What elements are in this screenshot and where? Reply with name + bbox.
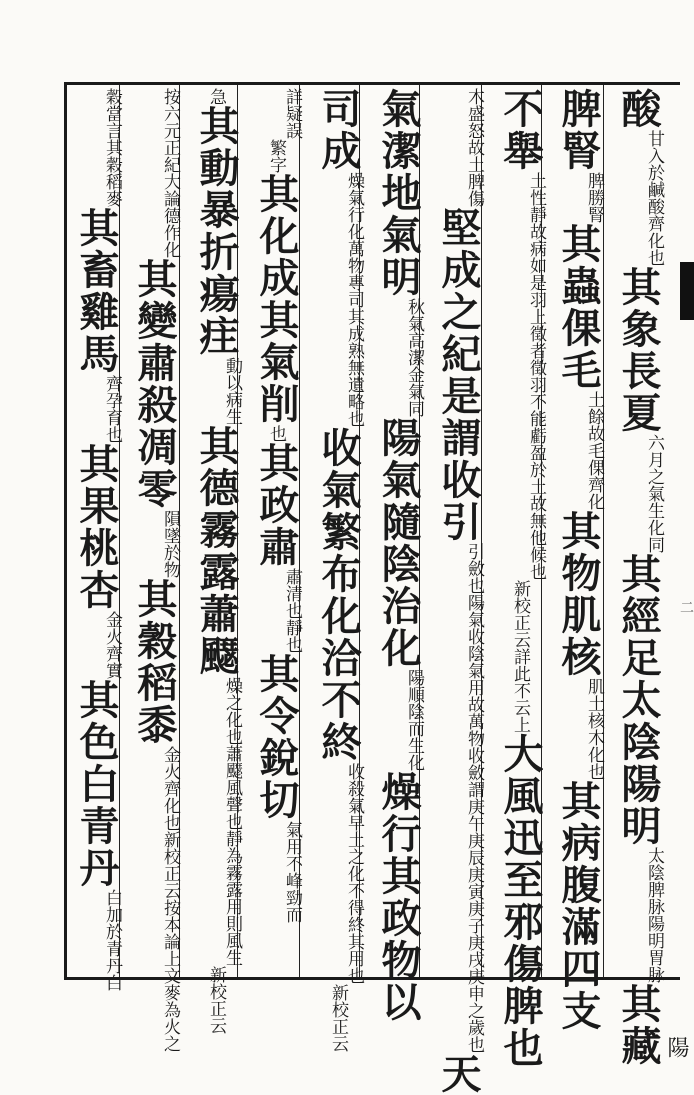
annotation-text: 病生 [222, 391, 242, 425]
annotation-text: 酸齊化也 [644, 198, 664, 266]
main-text: 其病腹滿四支 [555, 780, 602, 1032]
annotation-text: 生化同 [644, 502, 664, 553]
page-edge-mark [680, 262, 694, 320]
annotation-text: 新校正云 [206, 966, 226, 1034]
annotation-text: 燥氣行化萬物專司 [344, 172, 364, 308]
annotation-pair [282, 568, 302, 653]
main-text: 其化成其氣削 [253, 173, 300, 425]
main-text: 其政肅 [253, 442, 300, 568]
annotation-text: 按六元正紀 [160, 88, 180, 173]
main-text: 其變肅殺凋零 [131, 258, 178, 510]
annotation-pair [584, 172, 604, 223]
annotation-text: 隕墜 [160, 510, 180, 544]
annotation-text: 土性靜故病如是 [526, 172, 546, 291]
annotation-text: 終其用也 [344, 916, 364, 984]
main-text: 其果桃杏 [73, 443, 120, 611]
main-text: 其色白青丹 [73, 679, 120, 889]
annotation-pair [102, 889, 122, 991]
annotation-text: 太陰脾脉 [644, 847, 664, 915]
annotation-text: 齊孕 [102, 375, 122, 409]
text-column [70, 88, 122, 991]
annotation-pair [526, 172, 546, 580]
annotation-text: 詳 [282, 88, 302, 105]
main-text: 其蟲倮毛 [555, 223, 602, 391]
annotation-text: 按本論上文麥為火之 [160, 899, 180, 1052]
annotation-text: 金火齊化也新校正云 [160, 746, 180, 899]
annotation-pair [464, 543, 484, 1053]
annotation-pair [102, 611, 122, 679]
annotation-text: 霧露用則風生 [222, 864, 242, 966]
annotation-text: 腎 [584, 206, 604, 223]
main-text: 其藏 [615, 983, 662, 1067]
page-edge-character: 陽 [664, 1036, 689, 1058]
main-text: 其穀稻黍 [131, 578, 178, 746]
main-text: 天 [435, 1053, 482, 1095]
annotation-pair [584, 391, 604, 510]
annotation-text: 於物 [160, 544, 180, 578]
main-text: 其經足太陰陽明 [615, 553, 662, 847]
main-text: 其畜雞馬 [73, 207, 120, 375]
annotation-text: 靜也 [282, 619, 302, 653]
annotation-text: 羽上徵者徵羽不能虧盈於土故無他候也 [526, 291, 546, 580]
annotation-text: 而生化 [404, 720, 424, 771]
annotation-pair [102, 88, 122, 207]
annotation-pair [222, 677, 242, 966]
annotation-pair [222, 357, 242, 425]
main-text: 其象長夏 [615, 266, 662, 434]
main-text: 陽氣隨陰治化 [375, 417, 422, 669]
annotation-pair [584, 678, 604, 780]
text-column [250, 88, 302, 968]
annotation-text: 也 [266, 425, 286, 442]
main-text: 其動暴折瘍疰 [193, 105, 240, 357]
annotation-text: 新校正云詳此不云上 [510, 580, 530, 733]
annotation-text: 肅清也 [282, 568, 302, 619]
annotation-text: 白加於 [102, 889, 122, 940]
annotation-text: 倮齊化 [584, 459, 604, 510]
annotation-pair [404, 669, 424, 771]
annotation-text: 穀稻麥 [102, 156, 122, 207]
main-text: 其令銳切 [253, 653, 300, 821]
annotation-text: 六月之氣 [644, 434, 664, 502]
annotation-pair [282, 821, 302, 923]
annotation-text: 育也 [102, 409, 122, 443]
annotation-pair [160, 746, 180, 1052]
main-text: 酸 [615, 88, 662, 130]
annotation-text: 燥之化也蕭飋風聲也靜為 [222, 677, 242, 864]
annotation-text: 甘入於鹹 [644, 130, 664, 198]
annotation-text: 穀當言其 [102, 88, 122, 156]
annotation-text: 峰勁而 [282, 872, 302, 923]
annotation-text: 動以 [222, 357, 242, 391]
annotation-pair [102, 375, 122, 443]
annotation-text: 新校正云 [328, 984, 348, 1052]
annotation-text: 急 [206, 88, 226, 105]
annotation-text: 庚午庚辰庚寅庚子庚戌庚申之歲也 [464, 798, 484, 1053]
annotation-pair [282, 88, 302, 139]
main-text: 氣潔地氣明 [375, 88, 422, 298]
text-column [312, 88, 364, 1052]
annotation-text: 金氣同 [404, 366, 424, 417]
annotation-text: 齊實 [102, 645, 122, 679]
annotation-text: 木化也 [584, 729, 604, 780]
annotation-text: 引斂也陽氣收陰氣用故萬物收斂謂 [464, 543, 484, 798]
annotation-pair [644, 434, 664, 553]
main-text: 其德霧露蕭飋 [193, 425, 240, 677]
annotation-text: 收殺氣早土之化不得 [344, 763, 364, 916]
text-column [494, 88, 546, 1069]
annotation-text: 繁字 [266, 139, 286, 173]
main-text: 大風迅至邪傷脾也 [497, 733, 544, 1069]
annotation-text: 大論德作化 [160, 173, 180, 258]
text-column [190, 88, 242, 1034]
annotation-text: 秋氣高潔 [404, 298, 424, 366]
main-text: 其物肌核 [555, 510, 602, 678]
annotation-text: 疑誤 [282, 105, 302, 139]
annotation-text: 陽順陰 [404, 669, 424, 720]
main-text: 收氣繁布化洽不終 [315, 427, 362, 763]
annotation-text: 土脾傷 [464, 156, 484, 207]
main-text: 不舉 [497, 88, 544, 172]
annotation-pair [344, 172, 364, 427]
main-text: 司成 [315, 88, 362, 172]
annotation-pair [644, 847, 664, 983]
annotation-text: 金火 [102, 611, 122, 645]
text-column [128, 88, 180, 1052]
margin-pencil-mark: 二 [678, 600, 694, 614]
main-text: 堅成之紀是謂收引 [435, 207, 482, 543]
text-column [612, 88, 664, 1067]
annotation-text: 氣用不 [282, 821, 302, 872]
text-column [552, 88, 604, 1032]
annotation-text: 青丹白 [102, 940, 122, 991]
annotation-text: 肌土核 [584, 678, 604, 729]
text-column [432, 88, 484, 1095]
annotation-text: 木盛怒故 [464, 88, 484, 156]
annotation-pair [160, 88, 180, 258]
annotation-text: 陽明胃脉 [644, 915, 664, 983]
annotation-pair [344, 763, 364, 984]
annotation-pair [404, 298, 424, 417]
annotation-pair [644, 130, 664, 266]
text-column [372, 88, 424, 1023]
main-text: 脾腎 [555, 88, 602, 172]
annotation-text: 土餘故毛 [584, 391, 604, 459]
annotation-text: 脾勝 [584, 172, 604, 206]
annotation-pair [464, 88, 484, 207]
annotation-pair [160, 510, 180, 578]
main-text: 燥行其政物以 [375, 771, 422, 1023]
annotation-text: 其成熟無遺略也 [344, 308, 364, 427]
